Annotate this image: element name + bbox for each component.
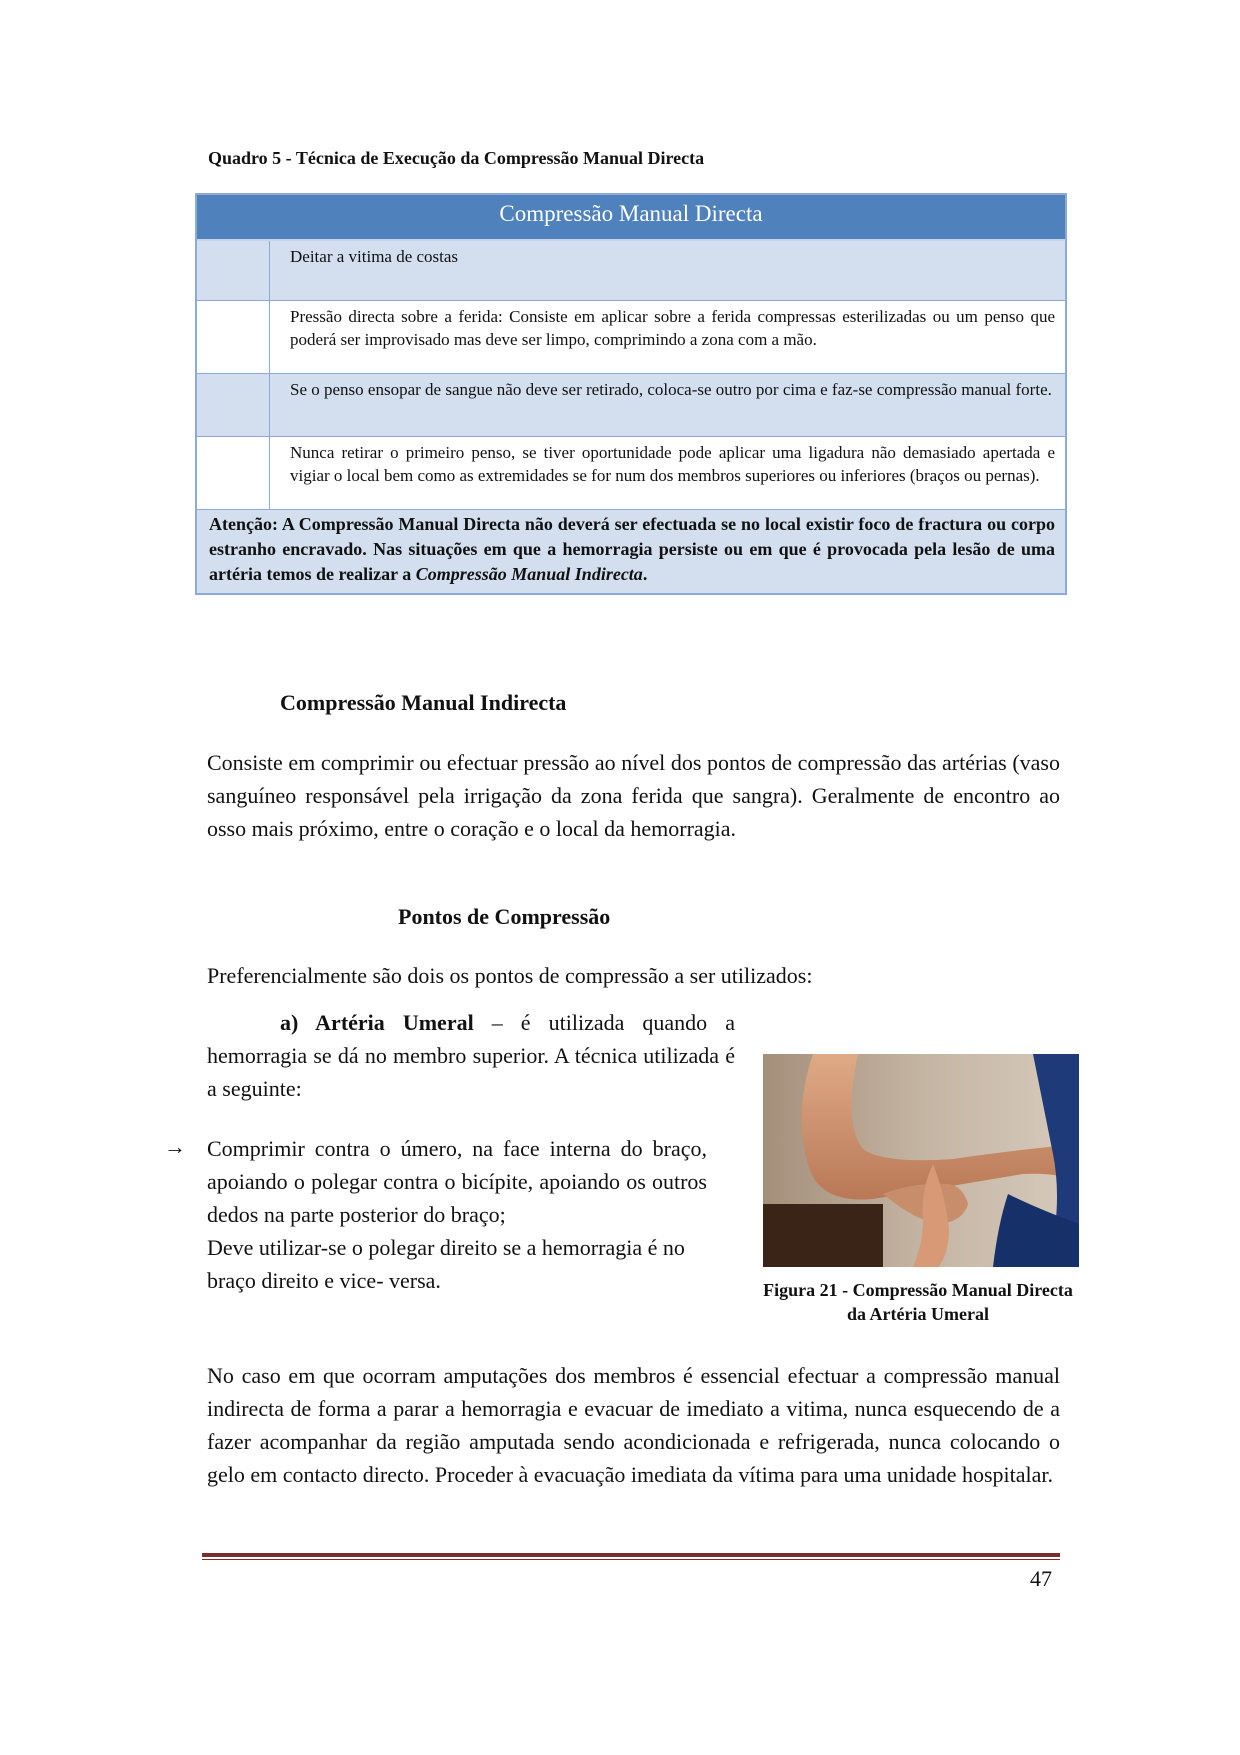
attention-note: Atenção: A Compressão Manual Directa não deverá ser efectuada se no local existir foco de fractura ou corpo estranho encravado. Nas situações em que a hemorragia persiste ou em que é provocada pela lesão de uma artéria temos de realizar a Compressão Manual Indirecta.	[197, 510, 1065, 593]
paragraph-indirect: Consiste em comprimir ou efectuar pressão ao nível dos pontos de compressão das artérias (vaso sanguíneo responsável pela irrigação da zona ferida que sangra). Geralmente de encontro ao osso mais próximo, entre o coração e o local da hemorragia.	[207, 750, 1060, 841]
footer-divider	[202, 1553, 1060, 1557]
procedure-table	[195, 193, 1067, 595]
section-heading-indirect: Compressão Manual Indirecta	[280, 690, 567, 715]
table-cell: Pressão directa sobre a ferida: Consiste em aplicar sobre a ferida compressas esterilizadas ou um penso que poderá ser improvisado mas deve ser limpo, comprimindo a zona com a mão.	[290, 307, 1055, 349]
table-row	[197, 437, 1065, 510]
figure-caption: Figura 21 - Compressão Manual Directa da Artéria Umeral	[763, 1280, 1073, 1324]
paragraph-points: Preferencialmente são dois os pontos de compressão a ser utilizados:	[207, 963, 813, 988]
table-cell: Se o penso ensopar de sangue não deve ser retirado, coloca-se outro por cima e faz-se compressão manual forte.	[290, 380, 1052, 399]
footer-divider-thin	[202, 1559, 1060, 1560]
closing-paragraph: No caso em que ocorram amputações dos membros é essencial efectuar a compressão manual indirecta de forma a parar a hemorragia e evacuar de imediato a vitima, nunca esquecendo de a fazer acompanhar da região amputada sendo acondicionada e refrigerada, nunca colocando o gelo em contacto directo. Proceder à evacuação imediata da vítima para uma unidade hospitalar.	[207, 1363, 1060, 1487]
page-number: 47	[1030, 1566, 1052, 1591]
attention-emphasis: Compressão Manual Indirecta	[415, 564, 643, 584]
arm-compression-photo	[763, 1054, 1079, 1267]
section-heading-points: Pontos de Compressão	[398, 904, 611, 929]
table-row	[197, 301, 1065, 374]
table-cell: Nunca retirar o primeiro penso, se tiver oportunidade pode aplicar uma ligadura não demasiado apertada e vigiar o local bem como as extremidades se for num dos membros superiores ou inferiores (braços ou pernas).	[290, 443, 1055, 485]
artery-paragraph: a) Artéria Umeral – é utilizada quando a hemorragia se dá no membro superior. A técnica utilizada é a seguinte:	[207, 1010, 735, 1101]
arrow-icon: →	[164, 1134, 186, 1159]
table-row	[197, 374, 1065, 437]
artery-label: a) Artéria Umeral	[280, 1010, 474, 1035]
table-cell: Deitar a vitima de costas	[290, 247, 459, 266]
table-row	[197, 241, 1065, 301]
step-text: Comprimir contra o úmero, na face interna do braço, apoiando o polegar contra o bicípite, apoiando os outros dedos na parte posterior do braço;	[207, 1136, 707, 1227]
table-header: Compressão Manual Directa	[197, 195, 1065, 241]
technique-steps	[207, 1132, 707, 1297]
table-caption: Quadro 5 - Técnica de Execução da Compressão Manual Directa	[208, 148, 705, 168]
step-text: Deve utilizar-se o polegar direito se a hemorragia é no braço direito e vice- versa.	[207, 1235, 685, 1293]
